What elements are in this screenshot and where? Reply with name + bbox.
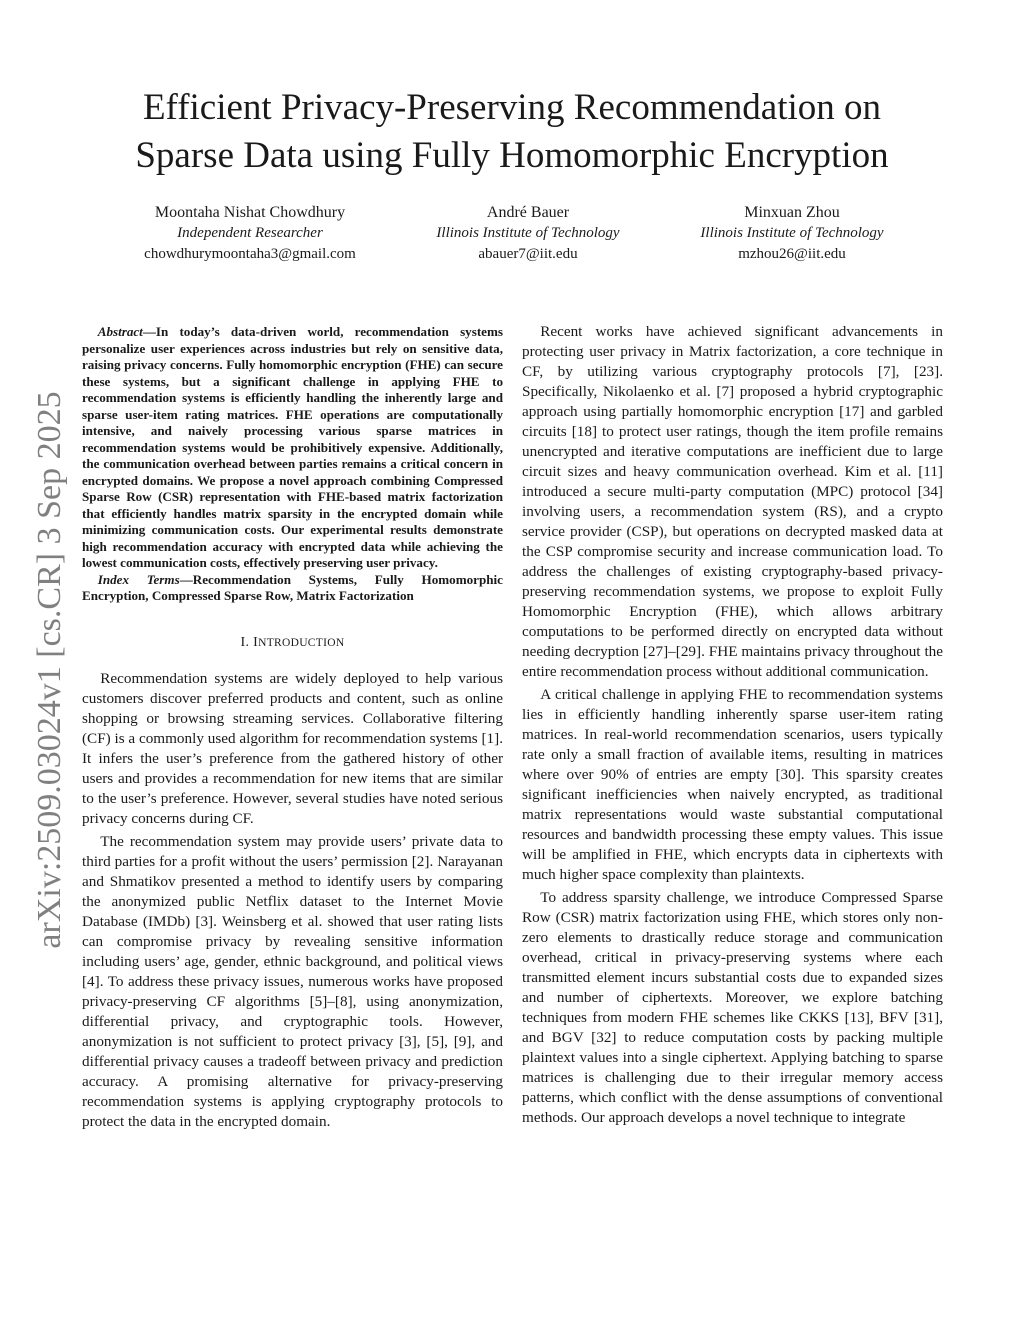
index-terms (82, 572, 503, 605)
author-email: mzhou26@iit.edu (738, 246, 846, 262)
author-email: abauer7@iit.edu (478, 246, 578, 262)
arxiv-stamp-svg (8, 380, 84, 960)
index-terms-lead: Index Terms (97, 571, 180, 587)
abstract-text: —In today’s data-driven world, recommendation systems personalize user experiences across industries but rely on sensitive data, raising privacy concerns. Fully homomorphic encryption (FHE) can secure these systems, but a significant challenge in applying FHE to recommendation systems is efficiently handling the inherently large and sparse user-item rating matrices. FHE operations are computationally intensive, and naively processing various sparse matrices in recommendation systems would be prohibitively expensive. Additionally, the communication overhead between parties remains a critical concern in encrypted domains. We propose a novel approach combining Compressed Sparse Row (CSR) representation with FHE-based matrix factorization that efficiently handles matrix sparsity in the encrypted domain while minimizing communication costs. Our experimental results demonstrate high recommendation accuracy with encrypted data while achieving the lowest communication costs, effectively preserving user privacy. (82, 324, 503, 570)
author-affiliation: Illinois Institute of Technology (700, 225, 884, 241)
paper-title-line-1: Efficient Privacy-Preserving Recommendation on (142, 87, 882, 128)
intro-paragraph-1: Recommendation systems are widely deployed to help various customers discover preferred products and content, such as online shopping or browsing streaming services. Collaborative filtering (CF) is a commonly used algorithm for recommendation systems [1]. It infers the user’s preference from the gathered history of other users and provides a recommendation for new items that are similar to the user’s preference. However, several studies have noted serious privacy concerns during CF. (82, 669, 503, 827)
section-heading-introduction (82, 633, 503, 653)
abstract (82, 324, 503, 572)
arxiv-identifier-stamp (8, 380, 84, 960)
intro-paragraph-2: The recommendation system may provide users’ private data to third parties for a profit without the users’ permission [2]. Narayanan and Shmatikov presented a method to identify users by comparing the anonymized public Netflix dataset to the Internet Movie Database (IMDb) [3]. Weinsberg et al. showed that user rating lists can compromise privacy by revealing sensitive information including users’ age, gender, ethnic background, and political views [4]. To address these privacy issues, numerous works have proposed privacy-preserving CF algorithms [5]–[8], using anonymization, differential privacy, and cryptographic tools. However, anonymization is not sufficient to protect privacy [3], [5], [9], and differential privacy causes a tradeoff between privacy and prediction accuracy. A promising alternative for privacy-preserving recommendation systems is applying cryptography protocols to protect the data in the encrypted domain. (82, 832, 503, 1130)
author-name: André Bauer (486, 204, 570, 221)
section-title-initial: I (253, 634, 259, 650)
author-affiliation: Illinois Institute of Technology (436, 225, 620, 241)
section-number: I. (240, 634, 250, 650)
right-paragraph-2: A critical challenge in applying FHE to recommendation systems lies in efficiently handling inherently sparse user-item rating matrices. In real-world recommendation scenarios, users typically rate only a small fraction of available items, resulting in matrices where over 90% of entries are empty [30]. This sparsity creates significant inefficiencies when naively encrypted, as traditional matrix representations would waste substantial computational resources and bandwidth processing these empty values. This issue will be amplified in FHE, which encrypts data in ciphertexts with much higher space complexity than plaintexts. (522, 686, 943, 883)
right-column (522, 322, 943, 1128)
author-name: Minxuan Zhou (744, 204, 840, 221)
right-paragraph-1: Recent works have achieved significant advancements in protecting user privacy in Matrix factorization, a core technique in CF, by utilizing various cryptography protocols [7], [23]. Specifically, Nikolaenko et al. [7] proposed a hybrid cryptographic approach using partially homomorphic encryption [17] and garbled circuits [18] to protect user ratings, though the item profile remains unencrypted and iterative computations are inefficient due to large circuit sizes and heavy communication overhead. Kim et al. [11] introduced a secure multi-party computation (MPC) protocol [34] involving users, a recommendation system (RS), and a crypto service provider (CSP), but operations on decrypted masked data at the CSP compromise security and increase communication load. To address the challenges of existing cryptography-based privacy-preserving recommendation systems, we propose to exploit Fully Homomorphic Encryption (FHE), which allows arbitrary computations to be performed directly on encrypted data without needing decryption [27]–[29]. FHE maintains privacy throughout the entire recommendation process without additional communication. (522, 323, 943, 680)
author-3 (642, 202, 942, 265)
author-affiliation: Independent Researcher (177, 225, 323, 241)
author-name: Moontaha Nishat Chowdhury (154, 204, 346, 221)
left-column (82, 322, 503, 1132)
author-1 (100, 202, 400, 265)
arxiv-stamp-text: arXiv:2509.03024v1 [cs.CR] 3 Sep 2025 (31, 391, 68, 949)
abstract-lead: Abstract (97, 324, 143, 339)
index-terms-text: —Recommendation Systems, Fully Homomorphic Encryption, Compressed Sparse Row, Matrix Factorization (82, 571, 503, 603)
right-paragraph-3: To address sparsity challenge, we introduce Compressed Sparse Row (CSR) matrix factorization using FHE, which stores only non-zero elements to drastically reduce storage and communication overhead, critical in privacy-preserving systems where each transmitted element incurs substantial costs due to expanded sizes and number of ciphertexts. Moreover, we explore batching techniques from modern FHE schemes like CKKS [13], BFV [31], and BGV [32] to reduce computation costs by packing multiple plaintext values into a single ciphertext. Applying batching to sparse matrices is challenging due to their irregular memory access patterns, which conflict with the dense assumptions of conventional methods. Our approach develops a novel technique to integrate (522, 889, 943, 1126)
section-title-rest: NTRODUCTION (258, 636, 345, 649)
paper-title (60, 84, 964, 180)
author-email: chowdhurymoontaha3@gmail.com (144, 246, 356, 262)
author-2 (378, 202, 678, 265)
paper-title-line-2: Sparse Data using Fully Homomorphic Encryption (135, 135, 889, 176)
